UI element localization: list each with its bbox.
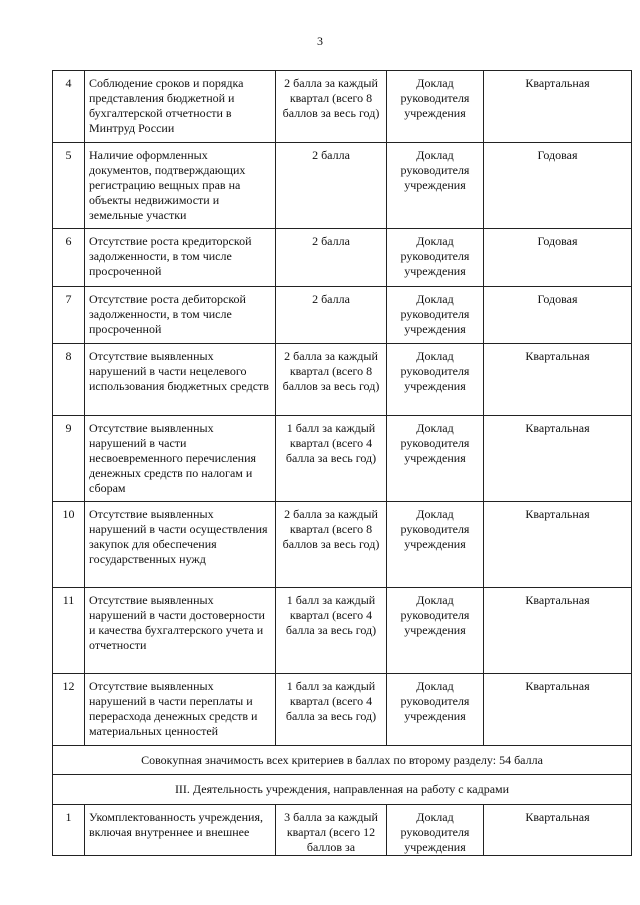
criterion-report: Доклад руководителя учреждения	[387, 71, 484, 143]
criterion-score: 2 балла за каждый квартал (всего 8 баллов за весь год)	[276, 71, 387, 143]
criterion-score: 1 балл за каждый квартал (всего 4 балла за весь год)	[276, 416, 387, 502]
section-header-row	[53, 775, 632, 805]
criterion-score: 2 балла за каждый квартал (всего 8 баллов за весь год)	[276, 344, 387, 416]
criterion-report: Доклад руководителя учреждения	[387, 805, 484, 856]
criterion-period: Квартальная	[484, 71, 632, 143]
row-number: 10	[53, 502, 85, 588]
criterion-report: Доклад руководителя учреждения	[387, 502, 484, 588]
criterion-name: Отсутствие выявленных нарушений в части несвоевременного перечисления денежных средств по налогам и сборам	[85, 416, 276, 502]
table-row	[53, 143, 632, 229]
criterion-report: Доклад руководителя учреждения	[387, 287, 484, 344]
criterion-period: Квартальная	[484, 502, 632, 588]
table-row	[53, 287, 632, 344]
table-row	[53, 674, 632, 746]
row-number: 4	[53, 71, 85, 143]
criteria-table	[52, 70, 632, 856]
table-row	[53, 229, 632, 287]
row-number: 1	[53, 805, 85, 856]
summary-row	[53, 746, 632, 775]
criterion-name: Наличие оформленных документов, подтверждающих регистрацию вещных прав на объекты недвижимости и земельные участки	[85, 143, 276, 229]
criterion-name: Отсутствие выявленных нарушений в части нецелевого использования бюджетных средств	[85, 344, 276, 416]
criterion-score: 1 балл за каждый квартал (всего 4 балла за весь год)	[276, 588, 387, 674]
page-number: 3	[317, 34, 323, 48]
table-row	[53, 588, 632, 674]
row-number: 12	[53, 674, 85, 746]
criterion-name: Отсутствие роста кредиторской задолженности, в том числе просроченной	[85, 229, 276, 287]
section-total: Совокупная значимость всех критериев в баллах по второму разделу: 54 балла	[53, 746, 632, 775]
criterion-score: 2 балла	[276, 229, 387, 287]
row-number: 7	[53, 287, 85, 344]
table-row	[53, 71, 632, 143]
row-number: 9	[53, 416, 85, 502]
criterion-score: 2 балла	[276, 287, 387, 344]
criterion-score: 2 балла	[276, 143, 387, 229]
criterion-period: Квартальная	[484, 674, 632, 746]
criterion-score: 2 балла за каждый квартал (всего 8 баллов за весь год)	[276, 502, 387, 588]
row-number: 6	[53, 229, 85, 287]
criterion-report: Доклад руководителя учреждения	[387, 344, 484, 416]
criterion-period: Квартальная	[484, 344, 632, 416]
criterion-period: Годовая	[484, 229, 632, 287]
criterion-period: Квартальная	[484, 416, 632, 502]
row-number: 5	[53, 143, 85, 229]
section-title: III. Деятельность учреждения, направленная на работу с кадрами	[53, 775, 632, 805]
criterion-name: Отсутствие выявленных нарушений в части осуществления закупок для обеспечения государственных нужд	[85, 502, 276, 588]
criterion-score: 1 балл за каждый квартал (всего 4 балла за весь год)	[276, 674, 387, 746]
criterion-period: Квартальная	[484, 588, 632, 674]
criterion-period: Годовая	[484, 287, 632, 344]
table-row	[53, 416, 632, 502]
table-row	[53, 344, 632, 416]
table-row	[53, 502, 632, 588]
criterion-score: 3 балла за каждый квартал (всего 12 баллов за	[276, 805, 387, 856]
criterion-report: Доклад руководителя учреждения	[387, 143, 484, 229]
criterion-period: Годовая	[484, 143, 632, 229]
criterion-name: Отсутствие выявленных нарушений в части достоверности и качества бухгалтерского учета и отчетности	[85, 588, 276, 674]
criterion-period: Квартальная	[484, 805, 632, 856]
criterion-report: Доклад руководителя учреждения	[387, 674, 484, 746]
criterion-report: Доклад руководителя учреждения	[387, 588, 484, 674]
criterion-name: Укомплектованность учреждения, включая внутреннее и внешнее	[85, 805, 276, 856]
criterion-name: Отсутствие роста дебиторской задолженности, в том числе просроченной	[85, 287, 276, 344]
table-row	[53, 805, 632, 856]
criterion-name: Соблюдение сроков и порядка представления бюджетной и бухгалтерской отчетности в Минтруд России	[85, 71, 276, 143]
criterion-name: Отсутствие выявленных нарушений в части переплаты и перерасхода денежных средств и материальных ценностей	[85, 674, 276, 746]
criterion-report: Доклад руководителя учреждения	[387, 416, 484, 502]
criterion-report: Доклад руководителя учреждения	[387, 229, 484, 287]
row-number: 11	[53, 588, 85, 674]
row-number: 8	[53, 344, 85, 416]
